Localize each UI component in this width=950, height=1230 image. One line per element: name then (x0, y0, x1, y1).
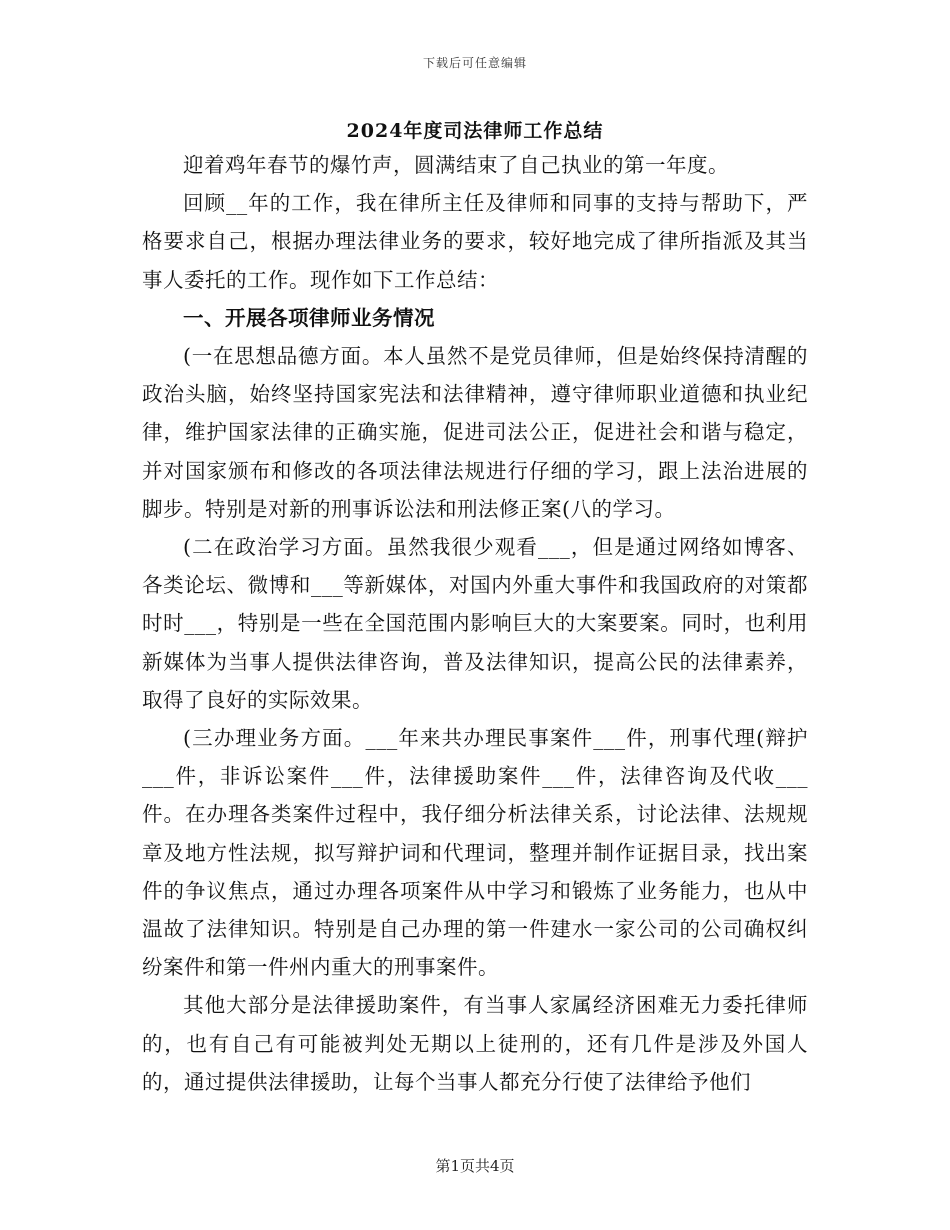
paragraph-political-study: (二在政治学习方面。虽然我很少观看___，但是通过网络如博客、各类论坛、微博和___等新媒体，对国内外重大事件和我国政府的对策都时时___，特别是一些在全国范围内影响巨大的大案要案。同时，也利用新媒体为当事人提供法律咨询，普及法律知识，提高公民的法律素养，取得了良好的实际效果。 (142, 535, 808, 712)
document-title: 2024年度司法律师工作总结 (346, 120, 604, 142)
paragraph-legal-aid: 其他大部分是法律援助案件，有当事人家属经济困难无力委托律师的，也有自己有可能被判处无期以上徒刑的，还有几件是涉及外国人的，通过提供法律援助，让每个当事人都充分行使了法律给予他们 (142, 993, 808, 1094)
page-header-note: 下载后可任意编辑 (422, 56, 527, 70)
document-body (142, 146, 808, 1101)
paragraph-business: (三办理业务方面。___年来共办理民事案件___件，刑事代理(辩护___件，非诉讼案件___件，法律援助案件___件，法律咨询及代收___件。在办理各类案件过程中，我仔细分析法律关系，讨论法律、法规规章及地方性法规，拟写辩护词和代理词，整理并制作证据目录，找出案件的争议焦点，通过办理各项案件从中学习和锻炼了业务能力，也从中温故了法律知识。特别是自己办理的第一件建水一家公司的公司确权纠纷案件和第一件州内重大的刑事案件。 (142, 726, 808, 980)
paragraph-review: 回顾__年的工作，我在律所主任及律师和同事的支持与帮助下，严格要求自己，根据办理法律业务的要求，较好地完成了律所指派及其当事人委托的工作。现作如下工作总结： (142, 191, 808, 292)
paragraph-intro: 迎着鸡年春节的爆竹声，圆满结束了自己执业的第一年度。 (183, 153, 729, 177)
page-number-footer: 第1页共4页 (435, 1157, 515, 1175)
paragraph-ideology: (一在思想品德方面。本人虽然不是党员律师，但是始终保持清醒的政治头脑，始终坚持国家宪法和法律精神，遵守律师职业道德和执业纪律，维护国家法律的正确实施，促进司法公正，促进社会和谐与稳定，并对国家颁布和修改的各项法律法规进行仔细的学习，跟上法治进展的脚步。特别是对新的刑事诉讼法和刑法修正案(八的学习。 (142, 344, 808, 521)
section-heading-1: 一、开展各项律师业务情况 (183, 305, 435, 330)
